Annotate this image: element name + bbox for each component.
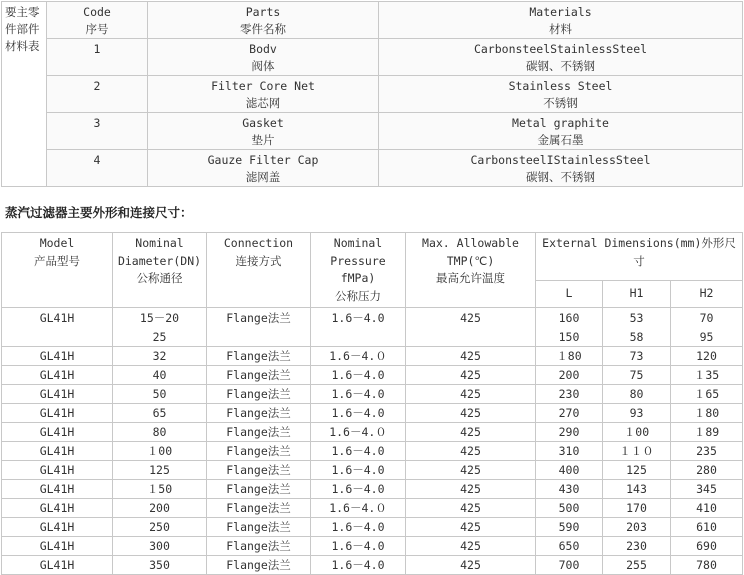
code-header [47,2,148,39]
dn-cell: 350 [113,556,207,575]
header-line: 寸 [633,253,645,268]
dn-cell: １00 [113,442,207,461]
header-line: Nominal [333,236,383,250]
connection-cell: Flange法兰 [207,518,311,537]
parts-row [2,76,743,113]
temp-cell: 425 [406,366,536,385]
table-row [2,385,743,404]
table-row [2,556,743,575]
connection-cell: Flange法兰 [207,404,311,423]
material-cn: 不锈钢 [543,96,578,110]
l-cell: 310 [536,442,603,461]
l-cell [536,308,603,347]
materials-header [379,2,743,39]
side-label-line: 要主零 [5,5,40,19]
model-cell: GL41H [2,442,113,461]
header-line: Parts [245,5,281,19]
part-name [148,76,379,113]
l-value: 150 [558,329,580,344]
dn-value: 15－20 [139,311,180,325]
connection-cell: Flange法兰 [207,366,311,385]
h2-cell: 410 [671,499,743,518]
connection-header [207,233,311,308]
model-cell: GL41H [2,537,113,556]
pressure-cell: 1.6－4.0 [311,404,406,423]
part-name-en: Filter Core Net [211,79,315,93]
h1-cell: 255 [603,556,671,575]
part-name-en: Bodv [249,42,277,56]
pressure-cell: 1.6－4.0 [311,556,406,575]
part-material [379,76,743,113]
temp-cell: 425 [406,423,536,442]
material-en: Stainless Steel [508,79,613,93]
h1-cell: 143 [603,480,671,499]
pressure-cell: 1.6－4.0 [311,537,406,556]
connection-cell: Flange法兰 [207,499,311,518]
temp-cell: 425 [406,537,536,556]
header-line: fMPa) [340,271,376,285]
model-cell: GL41H [2,499,113,518]
l-cell: １80 [536,347,603,366]
temp-cell: 425 [406,308,536,347]
l-cell: 200 [536,366,603,385]
model-cell: GL41H [2,366,113,385]
table-row [2,404,743,423]
l-cell: 500 [536,499,603,518]
h2-cell: 120 [671,347,743,366]
temp-cell: 425 [406,480,536,499]
dn-value: 25 [152,329,167,344]
part-material [379,113,743,150]
temp-cell: 425 [406,347,536,366]
model-cell: GL41H [2,518,113,537]
l-cell: 230 [536,385,603,404]
dn-cell: 65 [113,404,207,423]
pressure-cell: 1.6－4.0 [311,442,406,461]
temp-cell: 425 [406,518,536,537]
part-code: 4 [47,150,148,187]
dn-cell: 40 [113,366,207,385]
pressure-cell: 1.6－4.0 [311,480,406,499]
nominal-diameter-header [113,233,207,308]
h2-cell: 780 [671,556,743,575]
material-cn: 金属石墨 [537,133,584,147]
table-row [2,480,743,499]
model-header [2,233,113,308]
header-line: 产品型号 [34,253,80,268]
model-cell: GL41H [2,480,113,499]
dn-cell: 300 [113,537,207,556]
header-line: Nominal [135,236,184,250]
dn-cell [113,308,207,347]
l-header: L [536,281,603,308]
table-row [2,518,743,537]
h2-header: H2 [671,281,743,308]
part-code: 3 [47,113,148,150]
temp-cell: 425 [406,556,536,575]
model-cell: GL41H [2,461,113,480]
header-line: Connection [223,236,294,250]
connection-cell: Flange法兰 [207,537,311,556]
table-row [2,423,743,442]
section-title: 蒸汽过滤器主要外形和连接尺寸： [5,205,193,220]
model-cell: GL41H [2,404,113,423]
h2-cell: 690 [671,537,743,556]
pressure-cell: 1.6－4.0 [311,385,406,404]
dn-cell: 200 [113,499,207,518]
part-name [148,150,379,187]
parts-materials-table [1,1,743,187]
h1-cell: 80 [603,385,671,404]
h1-cell: 75 [603,366,671,385]
material-cn: 碳钢、不锈钢 [526,170,595,184]
part-material [379,39,743,76]
l-value: 160 [558,311,580,325]
connection-cell: Flange法兰 [207,480,311,499]
part-name-cn: 阀体 [251,59,275,73]
l-cell: 270 [536,404,603,423]
temp-cell: 425 [406,499,536,518]
h1-cell: １１０ [603,442,671,461]
l-cell: 400 [536,461,603,480]
part-code: 2 [47,76,148,113]
side-label-line: 材料表 [5,39,40,53]
table-row [2,499,743,518]
table-row [2,308,743,347]
pressure-cell: 1.6－4.0 [311,308,406,347]
table-row [2,461,743,480]
h1-cell: 125 [603,461,671,480]
temp-cell: 425 [406,404,536,423]
header-line: 零件名称 [240,22,286,36]
header-line: 连接方式 [235,253,282,268]
h1-cell: 203 [603,518,671,537]
table-row [2,442,743,461]
connection-cell: Flange法兰 [207,442,311,461]
h1-header: H1 [603,281,671,308]
h2-cell [671,308,743,347]
parts-row [2,39,743,76]
max-temp-header [406,233,536,308]
connection-cell: Flange法兰 [207,308,311,347]
dn-cell: 250 [113,518,207,537]
header-line: Code [83,5,111,19]
l-cell: 590 [536,518,603,537]
h1-cell: １00 [603,423,671,442]
model-cell: GL41H [2,385,113,404]
header-line: 最高允许温度 [436,271,505,285]
temp-cell: 425 [406,461,536,480]
model-cell: GL41H [2,556,113,575]
l-cell: 700 [536,556,603,575]
parts-header [148,2,379,39]
header-line: TMP(℃) [446,253,495,268]
model-cell: GL41H [2,308,113,347]
pressure-cell: 1.6－4.0 [311,518,406,537]
h1-cell: 170 [603,499,671,518]
part-name-en: Gauze Filter Cap [207,153,319,167]
header-line: Max. Allowable [422,236,519,250]
temp-cell: 425 [406,385,536,404]
nominal-pressure-header [311,233,406,308]
h2-value: 70 [699,311,714,325]
header-line: Materials [529,5,592,19]
h2-cell: １89 [671,423,743,442]
parts-side-label [2,2,47,187]
h2-cell: 610 [671,518,743,537]
dimensions-table [1,232,743,575]
l-cell: 290 [536,423,603,442]
h2-cell: 280 [671,461,743,480]
header-line: Model [39,236,75,250]
header-line: 公称压力 [335,288,381,303]
pressure-cell: 1.6－4.０ [311,499,406,518]
part-name-cn: 滤网盖 [245,170,281,184]
header-line: 公称通径 [136,271,183,285]
pressure-cell: 1.6－4.0 [311,461,406,480]
connection-cell: Flange法兰 [207,347,311,366]
connection-cell: Flange法兰 [207,556,311,575]
part-name-en: Gasket [242,116,284,130]
pressure-cell: 1.6－4.０ [311,347,406,366]
h2-cell: 345 [671,480,743,499]
pressure-cell: 1.6－4.０ [311,423,406,442]
parts-row [2,113,743,150]
part-name-cn: 垫片 [251,133,275,147]
h1-cell: 73 [603,347,671,366]
pressure-cell: 1.6－4.0 [311,366,406,385]
h2-cell: 235 [671,442,743,461]
l-cell: 650 [536,537,603,556]
dn-cell: 80 [113,423,207,442]
h1-value: 53 [629,311,644,325]
h2-cell: １65 [671,385,743,404]
parts-row [2,150,743,187]
dn-cell: 50 [113,385,207,404]
side-label-line: 件部件 [5,22,40,36]
header-line: Diameter(DN) [117,253,202,268]
dn-cell: １50 [113,480,207,499]
h2-cell: １80 [671,404,743,423]
table-row [2,537,743,556]
h1-cell: 230 [603,537,671,556]
dn-cell: 32 [113,347,207,366]
part-code: 1 [47,39,148,76]
model-cell: GL41H [2,423,113,442]
table-row [2,347,743,366]
h1-value: 58 [629,329,644,344]
l-cell: 430 [536,480,603,499]
part-material [379,150,743,187]
h1-cell [603,308,671,347]
part-name [148,113,379,150]
material-en: CarbonsteelStainlessSteel [473,42,648,56]
material-en: Metal graphite [512,116,609,130]
connection-cell: Flange法兰 [207,423,311,442]
temp-cell: 425 [406,442,536,461]
header-line: Pressure [330,253,386,268]
dn-cell: 125 [113,461,207,480]
part-name [148,39,379,76]
material-cn: 碳钢、不锈钢 [526,59,595,73]
header-line: 序号 [85,22,109,36]
connection-cell: Flange法兰 [207,461,311,480]
model-cell: GL41H [2,347,113,366]
h1-cell: 93 [603,404,671,423]
material-en: CarbonsteelIStainlessSteel [470,153,651,167]
connection-cell: Flange法兰 [207,385,311,404]
header-line: 材料 [549,22,572,36]
part-name-cn: 滤芯网 [245,96,281,110]
external-dims-header [536,233,743,281]
h2-cell: １35 [671,366,743,385]
table-row [2,366,743,385]
h2-value: 95 [699,329,714,344]
header-line: External Dimensions(mm)外形尺 [542,236,736,250]
